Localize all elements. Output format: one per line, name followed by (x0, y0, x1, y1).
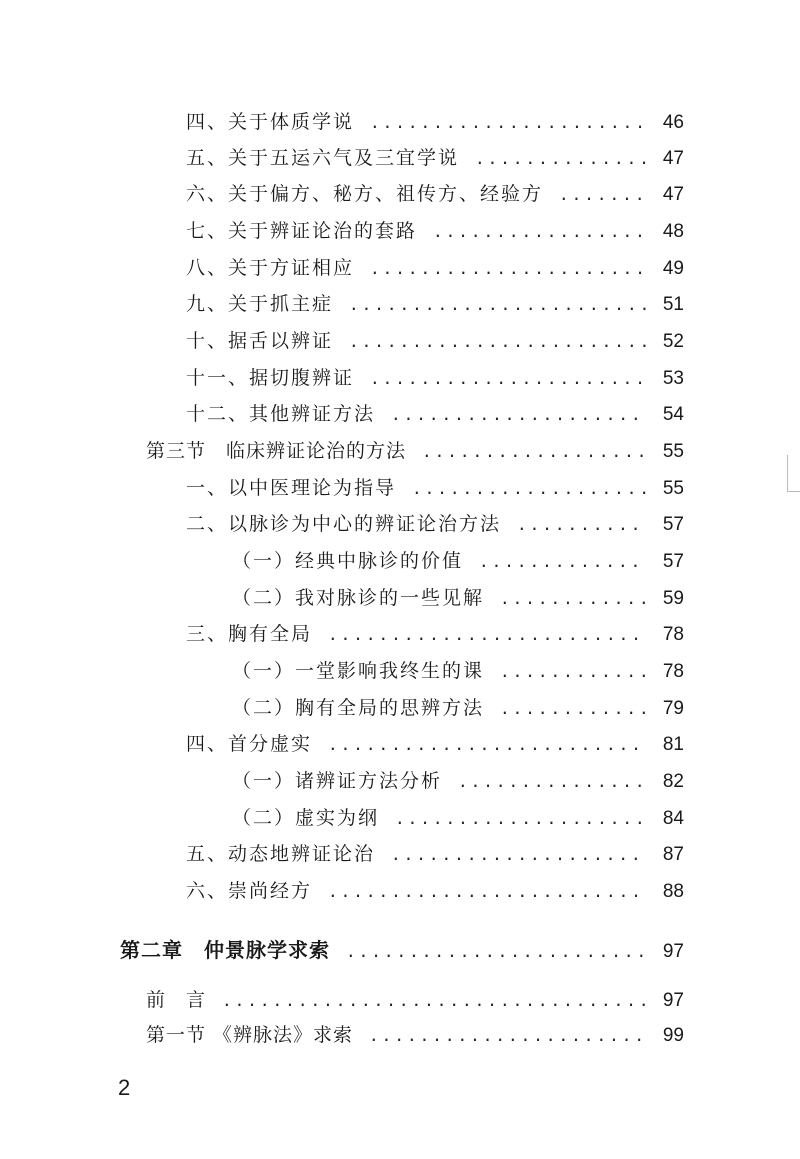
toc-entry-page: 57 (662, 551, 684, 572)
dot-leader (500, 654, 646, 690)
toc-entry-page: 59 (662, 588, 684, 609)
toc-subentry[interactable] (232, 580, 684, 616)
dot-leader (349, 324, 646, 360)
toc-entry-title: 六、关于偏方、秘方、祖传方、经验方 (186, 183, 544, 205)
toc-entry[interactable] (186, 396, 684, 432)
toc-entry-title: （一）诸辨证方法分析 (232, 770, 443, 792)
toc-entry-page: 48 (662, 221, 684, 242)
toc-subentry[interactable] (232, 690, 684, 726)
toc-entry-page: 84 (662, 808, 684, 829)
dot-leader (222, 983, 646, 1019)
dot-leader (475, 141, 646, 177)
toc-subentry[interactable] (232, 543, 684, 579)
dot-leader (349, 287, 646, 323)
toc-entry-page: 97 (662, 990, 684, 1011)
toc-entry-title: 前 言 (146, 989, 207, 1011)
dot-leader (370, 251, 646, 287)
toc-entry-title: （一）一堂影响我终生的课 (232, 660, 485, 682)
toc-entry[interactable] (186, 470, 684, 506)
toc-entry[interactable] (186, 286, 684, 322)
toc-entry[interactable] (186, 176, 684, 212)
toc-entry-title: 一、以中医理论为指导 (186, 477, 397, 499)
toc-entry-page: 47 (662, 184, 684, 205)
toc-entry-page: 46 (662, 112, 684, 133)
dot-leader (500, 581, 646, 617)
toc-entry-page: 51 (662, 294, 684, 315)
dot-leader (395, 801, 646, 837)
toc-subentry[interactable] (232, 800, 684, 836)
dot-leader (328, 617, 646, 653)
toc-entry-page: 78 (662, 624, 684, 645)
dot-leader (559, 177, 646, 213)
toc-entry[interactable] (186, 836, 684, 872)
page-number: 2 (118, 1075, 131, 1100)
toc-entry-page: 79 (662, 698, 684, 719)
toc-entry-title: 第二章 仲景脉学求索 (120, 938, 330, 962)
dot-leader (458, 764, 646, 800)
toc-entry-page: 78 (662, 661, 684, 682)
dot-leader (370, 105, 646, 141)
dot-leader (391, 397, 646, 433)
dot-leader (391, 837, 646, 873)
dot-leader (328, 874, 646, 910)
toc-entry-title: 十、据舌以辨证 (186, 330, 334, 352)
dot-leader (479, 544, 646, 580)
toc-entry-page: 82 (662, 771, 684, 792)
dot-leader (369, 1018, 646, 1054)
toc-entry[interactable] (186, 506, 684, 542)
toc-entry[interactable] (186, 213, 684, 249)
toc-entry-title: 五、动态地辨证论治 (186, 843, 376, 865)
page-edge-mark (787, 455, 800, 492)
toc-entry-title: 三、胸有全局 (186, 623, 313, 645)
dot-leader (412, 471, 646, 507)
dot-leader (328, 727, 646, 763)
toc-entry-page: 88 (662, 881, 684, 902)
toc-entry-title: 四、关于体质学说 (186, 111, 355, 133)
toc-entry[interactable] (186, 360, 684, 396)
toc-entry[interactable] (186, 616, 684, 652)
toc-subentry[interactable] (232, 653, 684, 689)
toc-entry-title: 五、关于五运六气及三宜学说 (186, 147, 460, 169)
toc-entry[interactable] (186, 726, 684, 762)
toc-entry-title: 九、关于抓主症 (186, 293, 334, 315)
toc-entry-page: 57 (662, 514, 684, 535)
toc-entry-title: （二）胸有全局的思辨方法 (232, 697, 485, 719)
toc-entry-title: （一）经典中脉诊的价值 (232, 550, 464, 572)
dot-leader (346, 934, 646, 970)
toc-entry-page: 55 (662, 478, 684, 499)
dot-leader (370, 361, 646, 397)
toc-entry-title: 二、以脉诊为中心的辨证论治方法 (186, 513, 502, 535)
toc-entry-page: 49 (662, 258, 684, 279)
toc-entry-title: （二）我对脉诊的一些见解 (232, 587, 485, 609)
toc-entry-page: 47 (662, 148, 684, 169)
toc-subentry[interactable] (232, 763, 684, 799)
toc-entry[interactable] (186, 873, 684, 909)
toc-entry[interactable] (186, 140, 684, 176)
toc-entry-page: 52 (662, 331, 684, 352)
toc-entry-title: 八、关于方证相应 (186, 257, 355, 279)
toc-entry-page: 99 (662, 1025, 684, 1046)
toc-entry-page: 97 (662, 941, 684, 962)
toc-entry-title: 十二、其他辨证方法 (186, 403, 376, 425)
toc-entry-title: 十一、据切腹辨证 (186, 367, 355, 389)
dot-leader (500, 691, 646, 727)
toc-entry-page: 87 (662, 844, 684, 865)
toc-entry-page: 81 (662, 734, 684, 755)
toc-section-entry[interactable] (146, 433, 684, 469)
toc-entry-page: 53 (662, 368, 684, 389)
dot-leader (433, 214, 646, 250)
toc-entry-title: 六、崇尚经方 (186, 880, 313, 902)
toc-entry[interactable] (186, 104, 684, 140)
toc-entry-title: （二）虚实为纲 (232, 807, 380, 829)
toc-entry-title: 七、关于辨证论治的套路 (186, 220, 418, 242)
toc-section-entry[interactable] (146, 982, 684, 1018)
toc-entry-title: 四、首分虚实 (186, 733, 313, 755)
toc-chapter-entry[interactable] (120, 932, 684, 968)
toc-entry-page: 55 (662, 441, 684, 462)
toc-entry-title: 第三节 临床辨证论治的方法 (146, 440, 407, 462)
toc-section-entry[interactable] (146, 1017, 684, 1053)
toc-entry-page: 54 (662, 404, 684, 425)
dot-leader (422, 434, 646, 470)
dot-leader (517, 507, 646, 543)
toc-entry[interactable] (186, 250, 684, 286)
toc-entry-title: 第一节 《辨脉法》求索 (146, 1024, 354, 1046)
toc-entry[interactable] (186, 323, 684, 359)
